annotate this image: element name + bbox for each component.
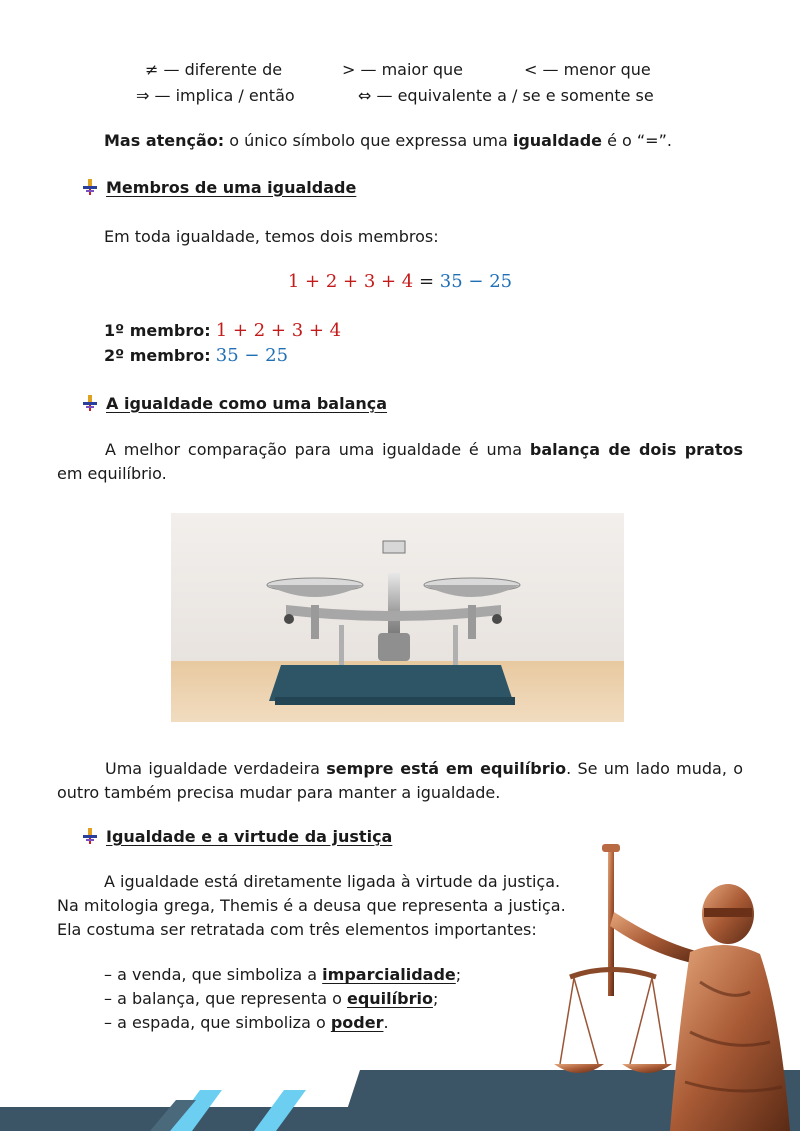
member-1-line <box>104 320 341 341</box>
list-item-punct: ; <box>455 965 462 984</box>
symbol-gt: > — maior que <box>342 60 464 79</box>
member-2-label: 2º membro: <box>104 346 211 365</box>
pushpin-icon <box>80 826 100 846</box>
balance-text-a: A melhor comparação para uma igualdade é uma <box>105 440 530 459</box>
member-1-label: 1º membro: <box>104 321 211 340</box>
list-item-keyword: imparcialidade <box>322 965 456 984</box>
section-heading-justica <box>80 826 392 846</box>
balance-paragraph <box>57 438 743 486</box>
member-2-value: 35 − 25 <box>215 345 289 366</box>
section-title: A igualdade como uma balança <box>106 393 388 413</box>
justice-line-1: A igualdade está diretamente ligada à virtude da justiça. <box>104 872 561 891</box>
equilibrium-text-a: Uma igualdade verdadeira <box>105 759 327 778</box>
section-heading-membros <box>80 177 356 197</box>
equation-sign: = <box>413 271 440 292</box>
equilibrium-text-bold: sempre está em equilíbrio <box>326 759 567 778</box>
balance-text-bold: balança de dois pratos <box>529 440 744 459</box>
list-item-keyword: equilíbrio <box>346 989 433 1008</box>
list-item-keyword: poder <box>330 1013 384 1032</box>
section-heading-balanca <box>80 393 387 413</box>
member-1-value: 1 + 2 + 3 + 4 <box>215 320 342 341</box>
list-item-text: – a venda, que simboliza a <box>104 965 323 984</box>
attention-bold: igualdade <box>512 131 602 150</box>
symbol-implies: ⇒ — implica / então <box>136 86 295 105</box>
list-item <box>104 989 438 1008</box>
attention-note <box>104 131 672 150</box>
equation-right: 35 − 25 <box>439 271 513 292</box>
symbol-lt: < — menor que <box>524 60 651 79</box>
list-item-punct: ; <box>432 989 439 1008</box>
symbol-iff: ⇔ — equivalente a / se e somente se <box>358 86 654 105</box>
list-item-text: – a espada, que simboliza o <box>104 1013 331 1032</box>
list-item-punct: . <box>383 1013 389 1032</box>
section-title: Membros de uma igualdade <box>106 177 357 197</box>
equation-left: 1 + 2 + 3 + 4 <box>287 271 414 292</box>
members-intro: Em toda igualdade, temos dois membros: <box>104 227 439 246</box>
section-title: Igualdade e a virtude da justiça <box>106 826 393 846</box>
equation <box>0 271 800 292</box>
equilibrium-paragraph <box>57 757 743 805</box>
list-item-text: – a balança, que representa o <box>104 989 347 1008</box>
list-item <box>104 965 461 984</box>
themis-statue-illustration <box>550 842 800 1131</box>
attention-text-1: o único símbolo que expressa uma <box>224 131 513 150</box>
balance-text-b: em equilíbrio. <box>57 464 167 483</box>
pushpin-icon <box>80 393 100 413</box>
member-2-line <box>104 345 288 366</box>
justice-line-2: Na mitologia grega, Themis é a deusa que representa a justiça. <box>57 896 566 915</box>
list-item <box>104 1013 389 1032</box>
balance-photo <box>171 513 624 722</box>
attention-lead: Mas atenção: <box>104 131 225 150</box>
pushpin-icon <box>80 177 100 197</box>
attention-text-2: é o “=”. <box>602 131 672 150</box>
justice-line-3: Ela costuma ser retratada com três elementos importantes: <box>57 920 537 939</box>
equilibrium-text-b: . Se um lado muda, o outro também precisa mudar para manter a igualdade. <box>57 759 744 802</box>
symbol-neq: ≠ — diferente de <box>145 60 283 79</box>
